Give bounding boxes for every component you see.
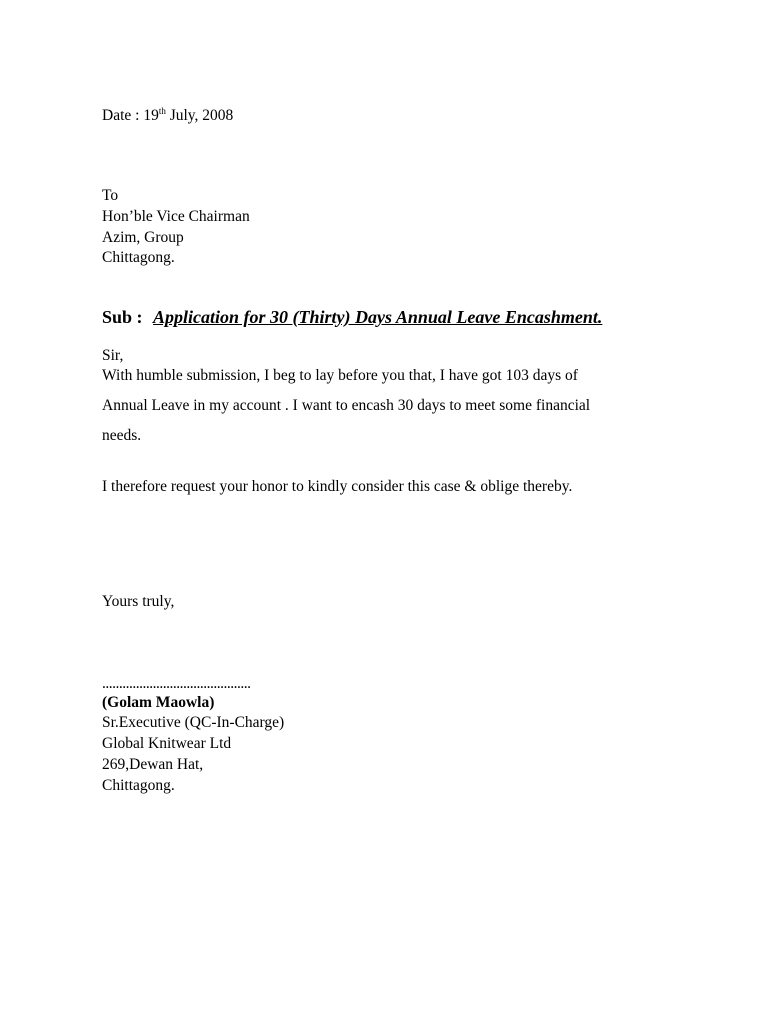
date-label: Date : 19 — [102, 107, 159, 124]
request-paragraph: I therefore request your honor to kindly consider this case & oblige thereby. — [102, 478, 573, 495]
to-label: To — [102, 187, 119, 204]
date-rest: July, 2008 — [165, 107, 234, 124]
sender-name: (Golam Maowla) — [102, 694, 215, 711]
body-line-2: Annual Leave in my account . I want to encash 30 days to meet some financial — [102, 397, 591, 414]
subject-line — [102, 307, 602, 327]
sender-address: 269,Dewan Hat, — [102, 756, 204, 773]
closing: Yours truly, — [102, 593, 175, 610]
date-line — [102, 106, 233, 126]
sender-city: Chittagong. — [102, 777, 175, 794]
body-line-3: needs. — [102, 427, 142, 444]
recipient-title: Hon’ble Vice Chairman — [102, 208, 250, 225]
subject-text: Application for 30 (Thirty) Days Annual Leave Encashment. — [153, 307, 603, 327]
subject-label: Sub : — [102, 307, 143, 327]
recipient-org: Azim, Group — [102, 229, 184, 246]
signature-dots: ............................................ — [102, 675, 251, 692]
sender-title: Sr.Executive (QC-In-Charge) — [102, 714, 285, 731]
recipient-city: Chittagong. — [102, 249, 175, 266]
sender-company: Global Knitwear Ltd — [102, 735, 232, 752]
salutation: Sir, — [102, 347, 124, 364]
body-line-1: With humble submission, I beg to lay before you that, I have got 103 days of — [102, 367, 578, 384]
date-suffix: th — [158, 105, 166, 116]
